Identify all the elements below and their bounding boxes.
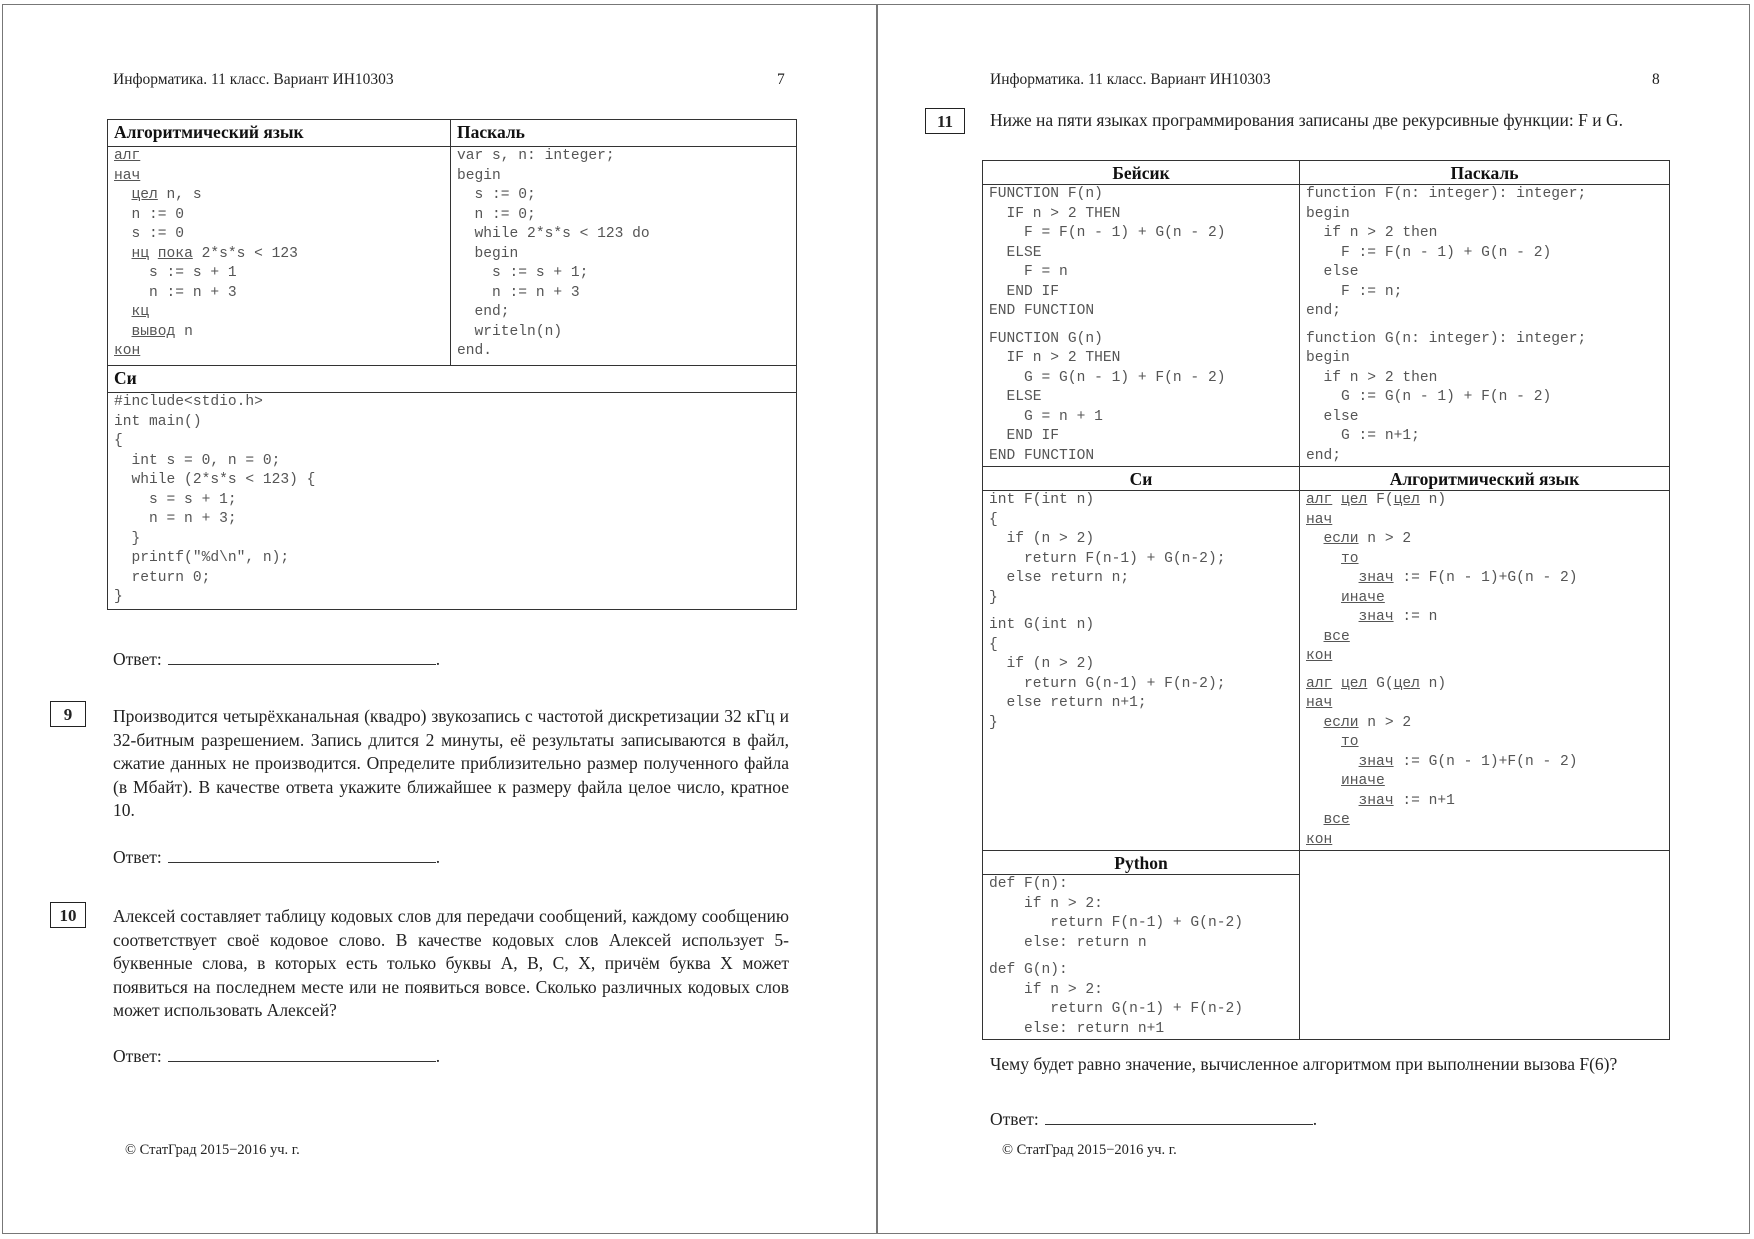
copyright: © СтатГрад 2015−2016 уч. г. <box>1002 1142 1177 1158</box>
c-code-f: int F(int n) { if (n > 2) return F(n-1) + G(n-2); else return n; } <box>989 492 1226 606</box>
col-header-pascal: Паскаль <box>451 120 797 147</box>
copyright: © СтатГрад 2015−2016 уч. г. <box>125 1142 300 1158</box>
answer-q9: Ответ: . <box>113 847 441 867</box>
page-number: 8 <box>1652 71 1660 88</box>
python-code-f: def F(n): if n > 2: return F(n-1) + G(n-2) else: return n <box>989 876 1243 951</box>
python-code-g: def G(n): if n > 2: return G(n-1) + F(n-2) else: return n+1 <box>989 962 1243 1037</box>
answer-q8: Ответ: . <box>113 649 441 669</box>
col-header-alg: Алгоритмический язык <box>108 120 451 147</box>
pascal-code-f: function F(n: integer): integer; begin if n > 2 then F := F(n - 1) + G(n - 2) else F := n; end; <box>1306 186 1587 319</box>
answer-q10: Ответ: . <box>113 1046 441 1066</box>
col-header-c: Си <box>983 467 1300 491</box>
answer-line[interactable] <box>168 650 436 665</box>
empty-cell <box>1300 851 1670 1040</box>
question-11-text: Чему будет равно значение, вычисленное алгоритмом при выполнении вызова F(6)? <box>990 1054 1618 1074</box>
alg-code-f: алг цел F(цел n) нач если n > 2 то знач := F(n - 1)+G(n - 2) иначе знач := n все кон <box>1306 492 1578 664</box>
question-number-10: 10 <box>50 902 86 928</box>
alg-code-g: алг цел G(цел n) нач если n > 2 то знач := G(n - 1)+F(n - 2) иначе знач := n+1 все кон <box>1306 675 1578 848</box>
question-11-intro: Ниже на пяти языках программирования записаны две рекурсивные функции: F и G. <box>990 110 1623 130</box>
answer-line[interactable] <box>168 1047 436 1062</box>
page-right <box>877 4 1750 1234</box>
answer-label: Ответ: <box>113 1046 162 1066</box>
question-10-text: Алексей составляет таблицу кодовых слов для передачи сообщений, каждому сообщению соответствует своё кодовое слово. В качестве кодовых слов Алексей использует 5-буквенные слова, в которых есть только буквы A, B, C, X, причём буква X может появиться на последнем месте или не появиться вовсе. Сколько различных кодовых слов может использовать Алексей? <box>113 906 789 1020</box>
page-header: Информатика. 11 класс. Вариант ИН10303 <box>990 71 1271 88</box>
basic-code-g: FUNCTION G(n) IF n > 2 THEN G = G(n - 1) + F(n - 2) ELSE G = n + 1 END IF END FUNCTION <box>989 330 1226 464</box>
col-header-python: Python <box>983 851 1300 875</box>
alg-code: алг нач цел n, s n := 0 s := 0 нц пока 2*s*s < 123 s := s + 1 n := n + 3 кц вывод n кон <box>114 148 298 359</box>
answer-line[interactable] <box>1045 1110 1313 1125</box>
c-code: #include<stdio.h> int main() { int s = 0, n = 0; while (2*s*s < 123) { s = s + 1; n = n + 3; } printf("%d\n", n); return 0; } <box>114 394 316 605</box>
pascal-code-g: function G(n: integer): integer; begin if n > 2 then G := G(n - 1) + F(n - 2) else G := n+1; end; <box>1306 330 1587 464</box>
col-header-basic: Бейсик <box>983 161 1300 185</box>
answer-label: Ответ: <box>990 1109 1039 1129</box>
basic-code-f: FUNCTION F(n) IF n > 2 THEN F = F(n - 1) + G(n - 2) ELSE F = n END IF END FUNCTION <box>989 186 1226 319</box>
answer-line[interactable] <box>168 848 436 863</box>
answer-label: Ответ: <box>113 649 162 669</box>
col-header-alg: Алгоритмический язык <box>1300 467 1670 491</box>
page-left <box>2 4 877 1234</box>
c-code-g: int G(int n) { if (n > 2) return G(n-1) + F(n-2); else return n+1; } <box>989 617 1226 731</box>
answer-q11: Ответ: . <box>990 1109 1318 1129</box>
col-header-pascal: Паскаль <box>1300 161 1670 185</box>
question-9-text: Производится четырёхканальная (квадро) звукозапись с частотой дискретизации 32 кГц и 32-битным разрешением. Запись длится 2 минуты, её результаты записываются в файл, сжатие данных не производится. Определите приблизительно размер полученного файла (в Мбайт). В качестве ответа укажите ближайшее к размеру файла целое число, кратное 10. <box>113 706 789 820</box>
pascal-code: var s, n: integer; begin s := 0; n := 0; while 2*s*s < 123 do begin s := s + 1; n := n + 3 end; writeln(n) end. <box>457 148 650 359</box>
code-table-q8 <box>107 119 797 610</box>
answer-label: Ответ: <box>113 847 162 867</box>
code-table-q11 <box>982 160 1670 1040</box>
question-number-11: 11 <box>925 108 965 134</box>
question-number-9: 9 <box>50 701 86 727</box>
page-header: Информатика. 11 класс. Вариант ИН10303 <box>113 71 394 88</box>
col-header-c: Си <box>108 366 797 393</box>
page-number: 7 <box>777 71 785 88</box>
